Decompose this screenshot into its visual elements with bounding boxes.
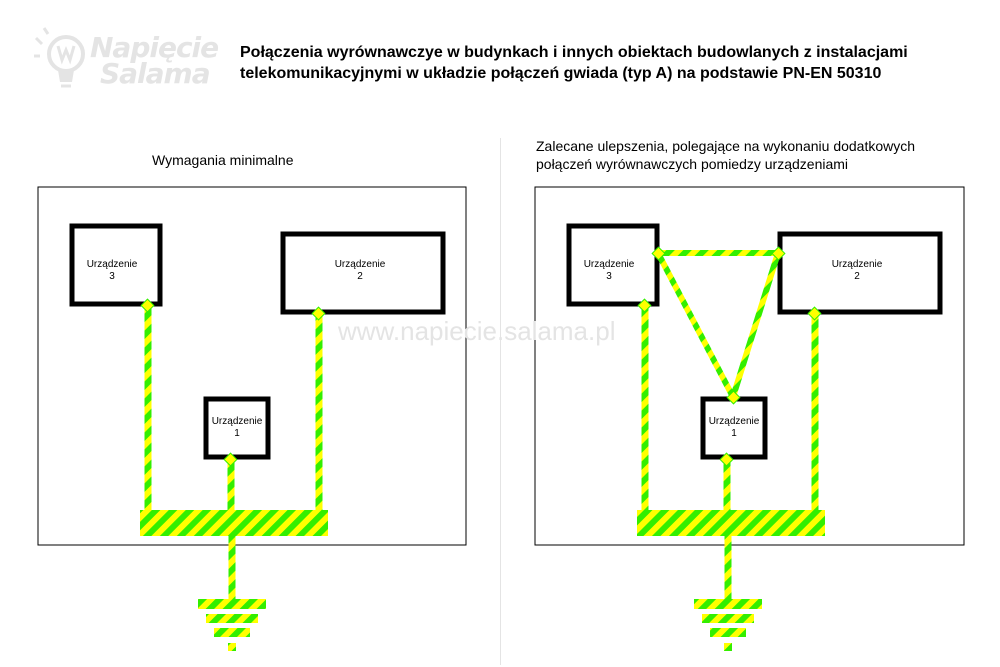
left-device-1-name: Urządzenie bbox=[211, 416, 263, 427]
right-earth-symbol bbox=[694, 599, 762, 651]
left-device-3-number: 3 bbox=[109, 271, 115, 282]
left-panel bbox=[38, 187, 466, 651]
right-panel-label-line-2: połączeń wyrównawczych pomiedzy urządzeniami bbox=[536, 156, 849, 172]
left-device-2 bbox=[283, 234, 443, 312]
right-device-1-number: 1 bbox=[731, 428, 737, 439]
left-panel-label: Wymagania minimalne bbox=[152, 152, 294, 168]
left-device-3-name: Urządzenie bbox=[86, 259, 138, 270]
left-earth-symbol bbox=[198, 599, 266, 651]
left-main-busbar bbox=[140, 510, 328, 536]
right-device-3-name: Urządzenie bbox=[583, 259, 635, 270]
right-panel bbox=[535, 187, 964, 651]
title-line-2: telekomunikacyjnymi w układzie połączeń gwiada (typ A) na podstawie PN-EN 50310 bbox=[240, 65, 882, 82]
right-main-busbar bbox=[637, 510, 825, 536]
right-device-1-name: Urządzenie bbox=[708, 416, 760, 427]
right-panel-label-line-1: Zalecane ulepszenia, polegające na wykonaniu dodatkowych bbox=[536, 138, 916, 154]
logo-text-line1: Napięcie bbox=[90, 31, 219, 64]
right-device-2-name: Urządzenie bbox=[831, 259, 883, 270]
left-device-2-name: Urządzenie bbox=[334, 259, 386, 270]
left-device-1-number: 1 bbox=[234, 428, 240, 439]
right-device-3-number: 3 bbox=[606, 271, 612, 282]
title-line-1: Połączenia wyrównawczye w budynkach i innych obiektach budowlanych z instalacjami bbox=[240, 44, 908, 61]
right-device-2 bbox=[780, 234, 940, 312]
logo-text-line2: Salama bbox=[100, 57, 210, 90]
right-device-2-number: 2 bbox=[854, 271, 860, 282]
watermark-text: www.napiecie.salama.pl bbox=[338, 316, 616, 346]
left-device-2-number: 2 bbox=[357, 271, 363, 282]
